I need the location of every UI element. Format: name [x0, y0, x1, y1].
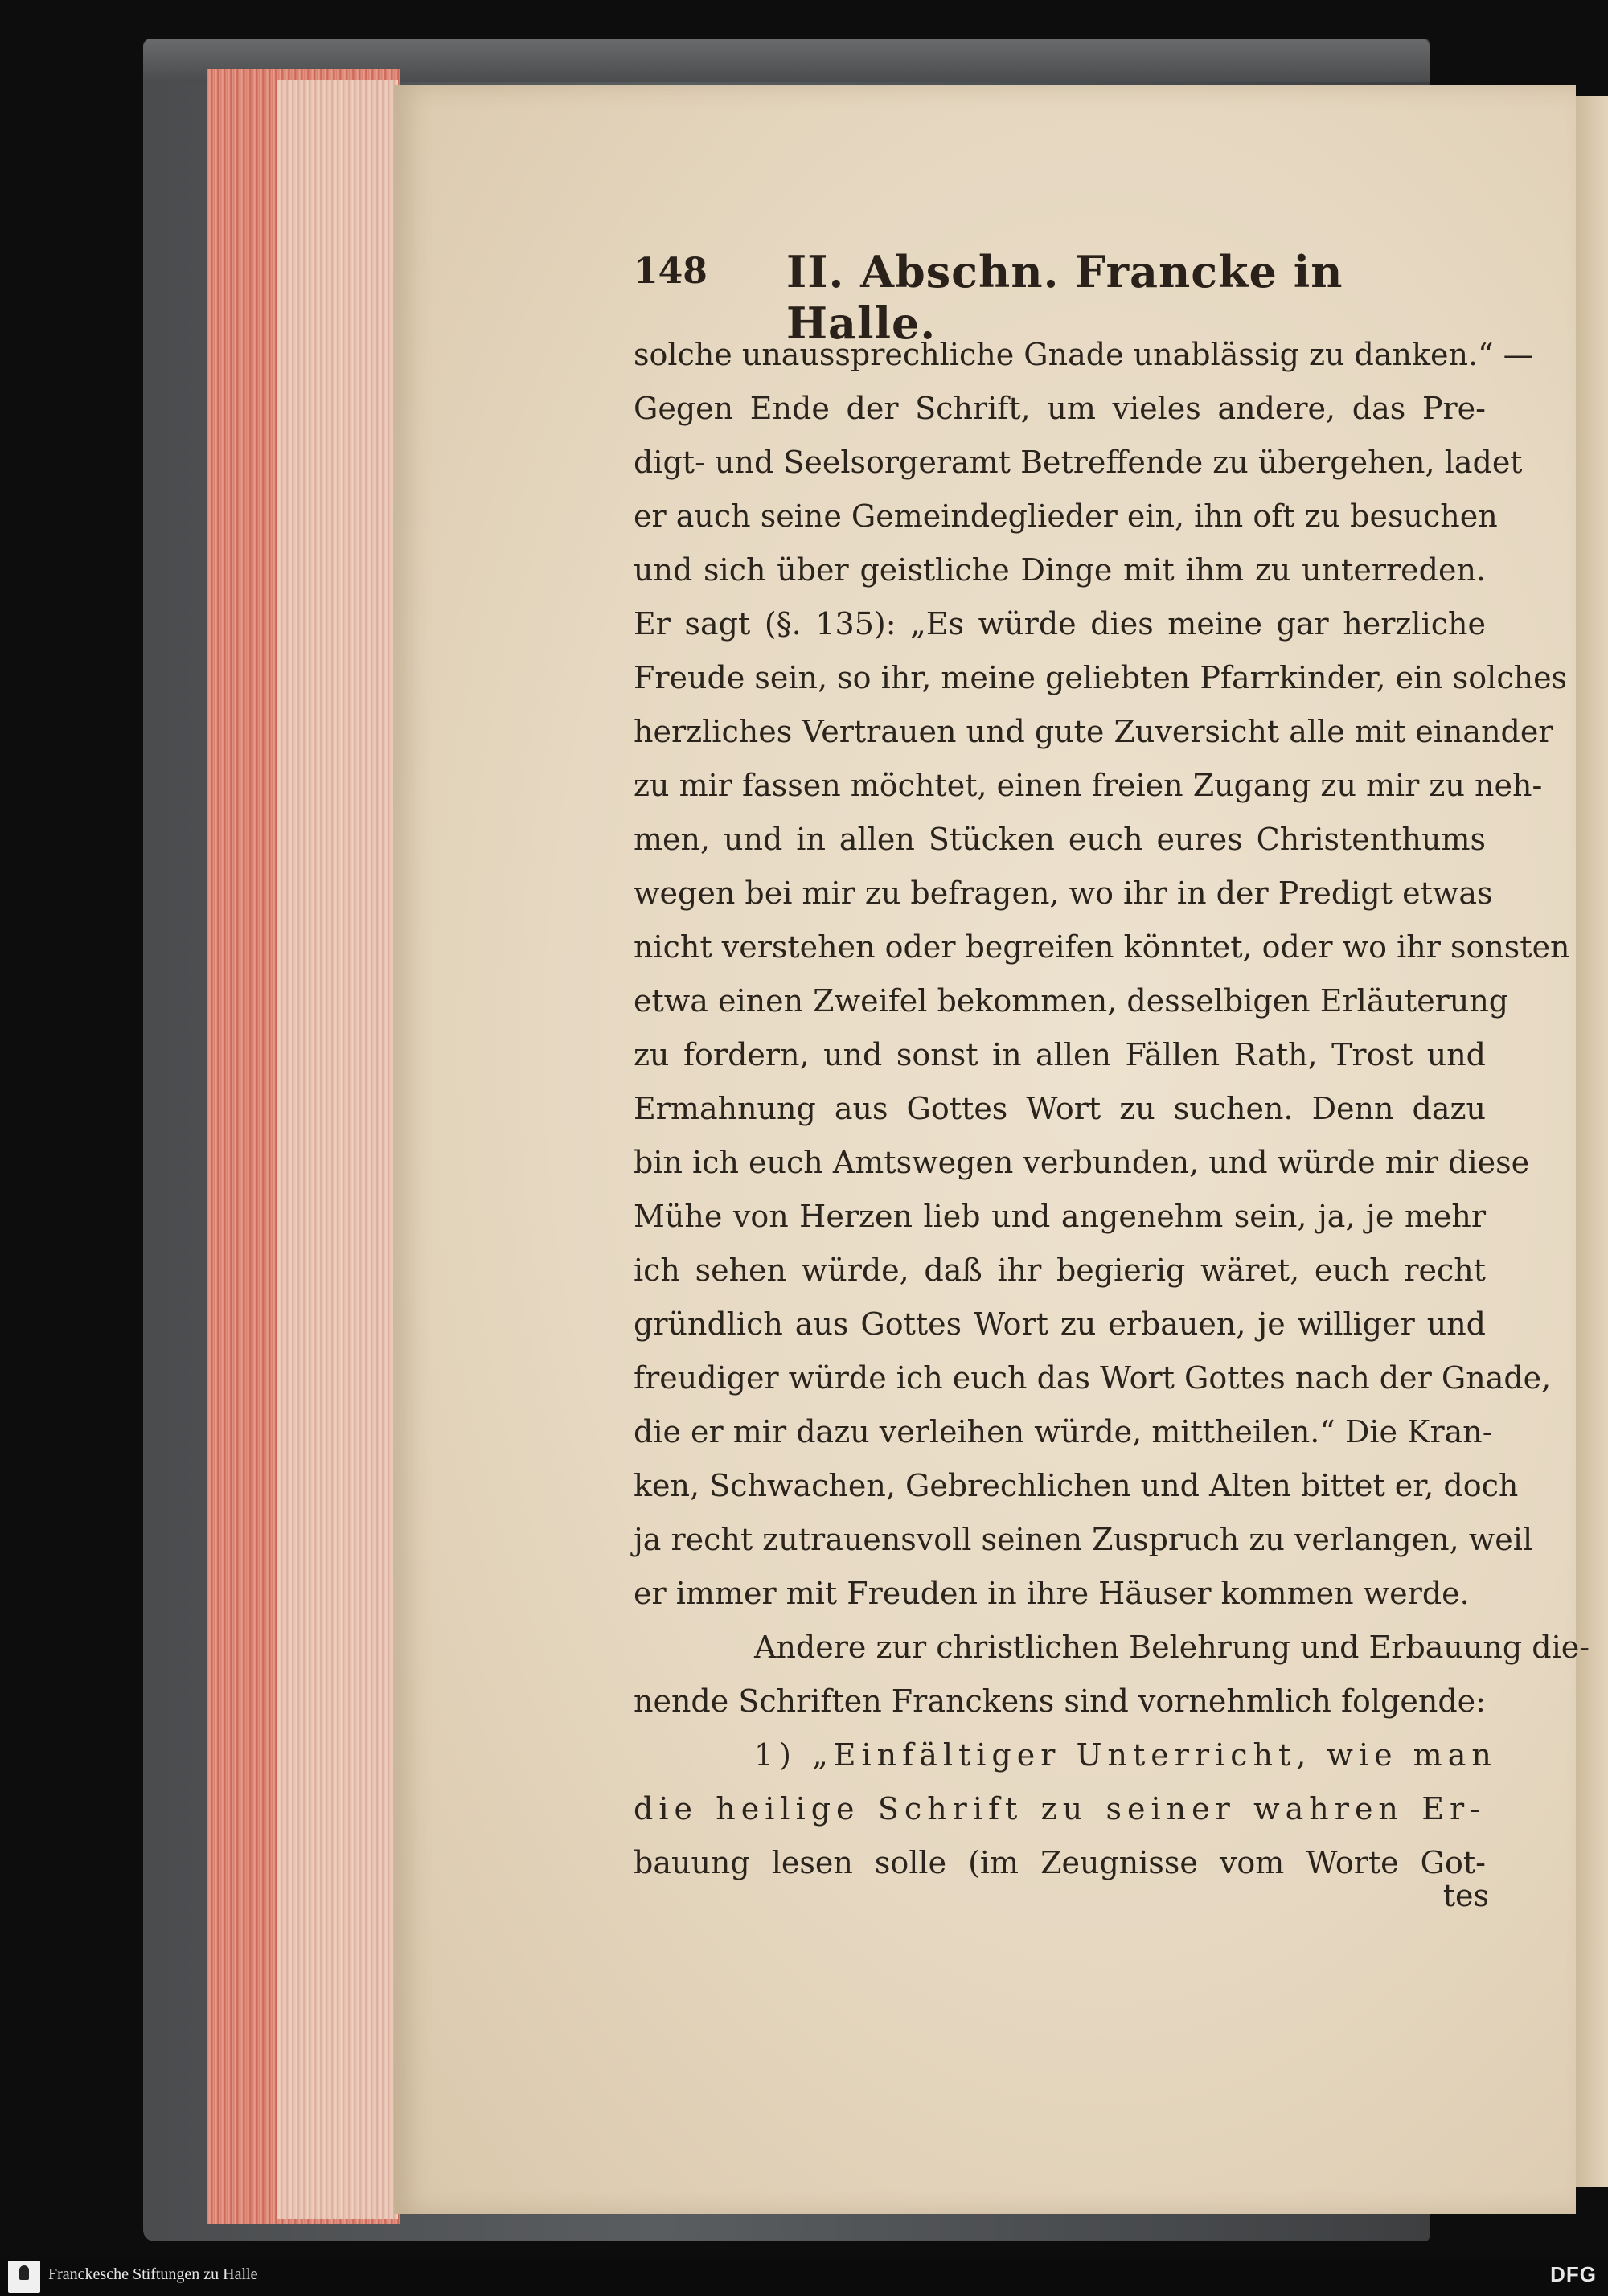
facing-page-edge [1573, 96, 1608, 2187]
text-line: zu mir fassen möchtet, einen freien Zugang zu mir zu neh- [634, 768, 1543, 803]
text-line: Gegen Ende der Schrift, um vieles andere, das Pre- [634, 391, 1486, 426]
text-line: solche unaussprechliche Gnade unablässig zu danken.“ — [634, 337, 1534, 372]
text-line: digt- und Seelsorgeramt Betreffende zu übergehen, ladet [634, 445, 1523, 480]
running-header [634, 241, 1486, 349]
footer-institution: Franckesche Stiftungen zu Halle [48, 2265, 258, 2283]
catchword: tes [1442, 1878, 1489, 1913]
text-line: die er mir dazu verleihen würde, mittheilen.“ Die Kran- [634, 1414, 1493, 1449]
text-line: ich sehen würde, daß ihr begierig wäret, euch recht [634, 1253, 1486, 1288]
text-line: zu fordern, und sonst in allen Fällen Rath, Trost und [634, 1037, 1486, 1072]
text-line: er auch seine Gemeindeglieder ein, ihn oft zu besuchen [634, 498, 1498, 534]
text-line: nende Schriften Franckens sind vornehmlich folgende: [634, 1683, 1486, 1719]
page-stack-inner [277, 80, 398, 2219]
list-item-title-line: die heilige Schrift zu seiner wahren Er- [634, 1791, 1486, 1827]
text-line: er immer mit Freuden in ihre Häuser kommen werde. [634, 1576, 1470, 1611]
body-text [634, 328, 1590, 1890]
text-line: gründlich aus Gottes Wort zu erbauen, je williger und [634, 1306, 1486, 1342]
text-line: etwa einen Zweifel bekommen, desselbigen Erläuterung [634, 983, 1509, 1019]
text-line: Er sagt (§. 135): „Es würde dies meine gar herzliche [634, 606, 1486, 642]
text-line: ja recht zutrauensvoll seinen Zuspruch zu verlangen, weil [634, 1522, 1533, 1557]
text-line: bin ich euch Amtswegen verbunden, und würde mir diese [634, 1145, 1530, 1180]
text-line: bauung lesen solle (im Zeugnisse vom Worte Got- [634, 1845, 1486, 1880]
text-line: Freude sein, so ihr, meine geliebten Pfarrkinder, ein solches [634, 660, 1568, 695]
section-title: II. Abschn. Francke in Halle. [786, 246, 1343, 349]
text-line: nicht verstehen oder begreifen könntet, oder wo ihr sonsten [634, 929, 1570, 965]
text-line: Mühe von Herzen lieb und angenehm sein, ja, je mehr [634, 1199, 1486, 1234]
text-line: men, und in allen Stücken euch eures Christenthums [634, 822, 1486, 857]
text-line: und sich über geistliche Dinge mit ihm zu unterreden. [634, 552, 1486, 588]
text-line: Ermahnung aus Gottes Wort zu suchen. Denn dazu [634, 1091, 1486, 1126]
page-number: 148 [634, 251, 708, 292]
text-line: wegen bei mir zu befragen, wo ihr in der Predigt etwas [634, 875, 1493, 911]
text-line: freudiger würde ich euch das Wort Gottes nach der Gnade, [634, 1360, 1552, 1396]
paragraph-first-line: Andere zur christlichen Belehrung und Erbauung die- [754, 1630, 1590, 1665]
text-line: ken, Schwachen, Gebrechlichen und Alten bittet er, doch [634, 1468, 1519, 1503]
list-item-title-line: 1) „Einfältiger Unterricht, wie man [754, 1737, 1497, 1773]
text-line: herzliches Vertrauen und gute Zuversicht alle mit einander [634, 714, 1553, 749]
dfg-logo: DFG [1550, 2262, 1597, 2286]
institution-logo-icon [8, 2261, 40, 2293]
